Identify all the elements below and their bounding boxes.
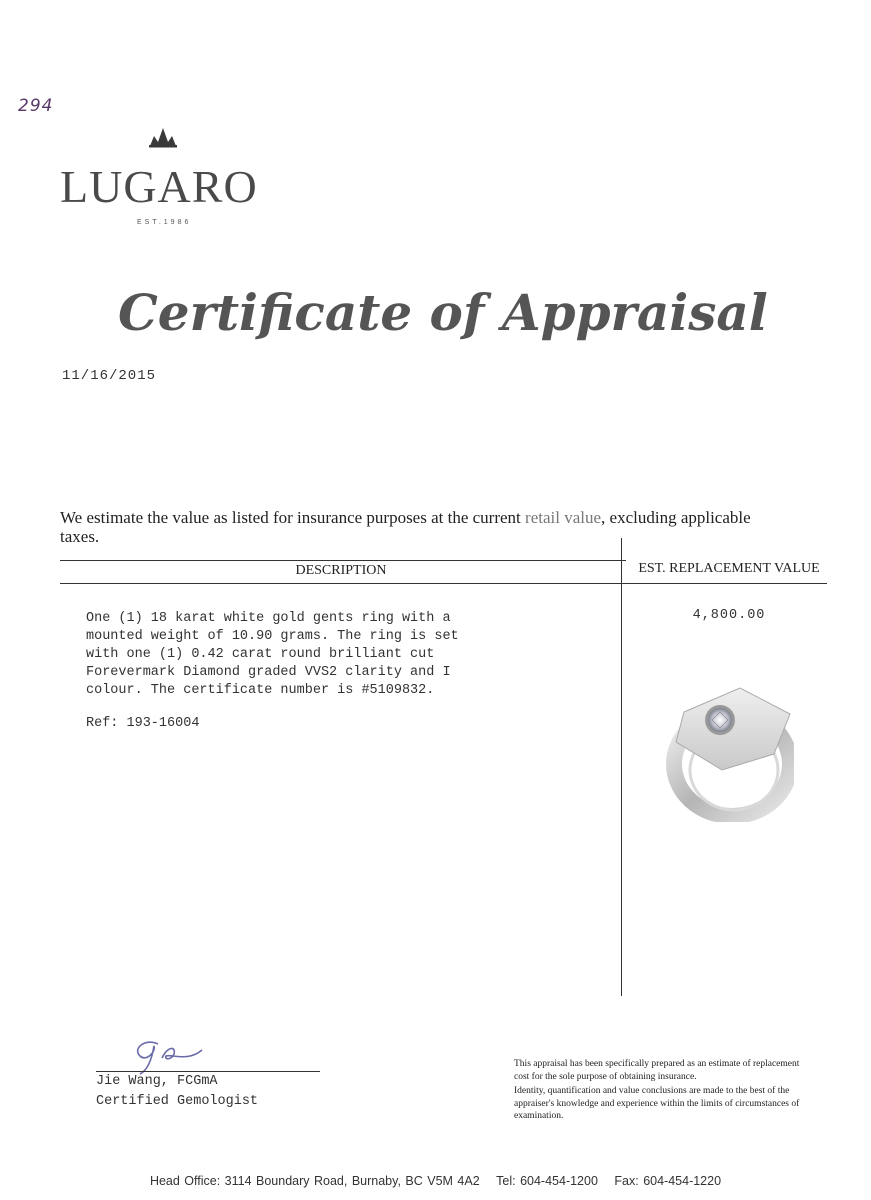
footer-contact xyxy=(0,1174,871,1188)
appraisal-date: 11/16/2015 xyxy=(62,368,157,384)
signature-line xyxy=(96,1071,320,1072)
replacement-value: 4,800.00 xyxy=(692,608,766,623)
disclaimer xyxy=(514,1058,814,1125)
item-reference: Ref: 193-16004 xyxy=(86,716,200,731)
column-header-value: EST. REPLACEMENT VALUE xyxy=(638,561,820,576)
disclaimer-limits: Identity, quantification and value conclusions are made to the best of the appraiser's knowledge and experience within the limits of circumstances of examination. xyxy=(514,1086,800,1121)
footer-address: Head Office: 3114 Boundary Road, Burnaby, BC V5M 4A2 xyxy=(149,1174,480,1188)
ring-photo xyxy=(662,684,794,822)
table-top-rule xyxy=(60,560,626,561)
intro-highlight: retail value xyxy=(525,508,602,527)
table-header-rule xyxy=(60,583,827,584)
item-description: One (1) 18 karat white gold gents ring with a mounted weight of 10.90 grams. The ring is set with one (1) 0.42 carat round brilliant cut Forevermark Diamond graded VVS2 clarity and I colour. The certificate number is #5109832. xyxy=(86,611,459,698)
disclaimer-purpose: This appraisal has been specifically prepared as an estimate of replacement cost for the sole purpose of obtaining insurance. xyxy=(514,1059,800,1082)
column-header-description: DESCRIPTION xyxy=(295,563,387,578)
signature-image xyxy=(128,1036,208,1076)
document-title: Certificate of Appraisal xyxy=(118,283,768,342)
intro-text-2: , excluding applicable taxes. xyxy=(60,508,751,546)
footer-phone: Tel: 604-454-1200 xyxy=(496,1174,598,1188)
intro-text-1: We estimate the value as listed for insurance purposes at the current xyxy=(60,508,526,527)
table-divider xyxy=(621,538,622,996)
footer-fax: Fax: 604-454-1220 xyxy=(614,1174,722,1188)
handwritten-number: 294 xyxy=(18,96,54,116)
crown-icon xyxy=(148,126,178,148)
company-est: EST.1986 xyxy=(137,219,192,226)
signer-name: Jie Wang, FCGmA xyxy=(96,1074,218,1089)
company-logo-text: LUGARO xyxy=(60,161,258,212)
intro-statement xyxy=(60,508,780,546)
signer-title: Certified Gemologist xyxy=(96,1094,259,1109)
